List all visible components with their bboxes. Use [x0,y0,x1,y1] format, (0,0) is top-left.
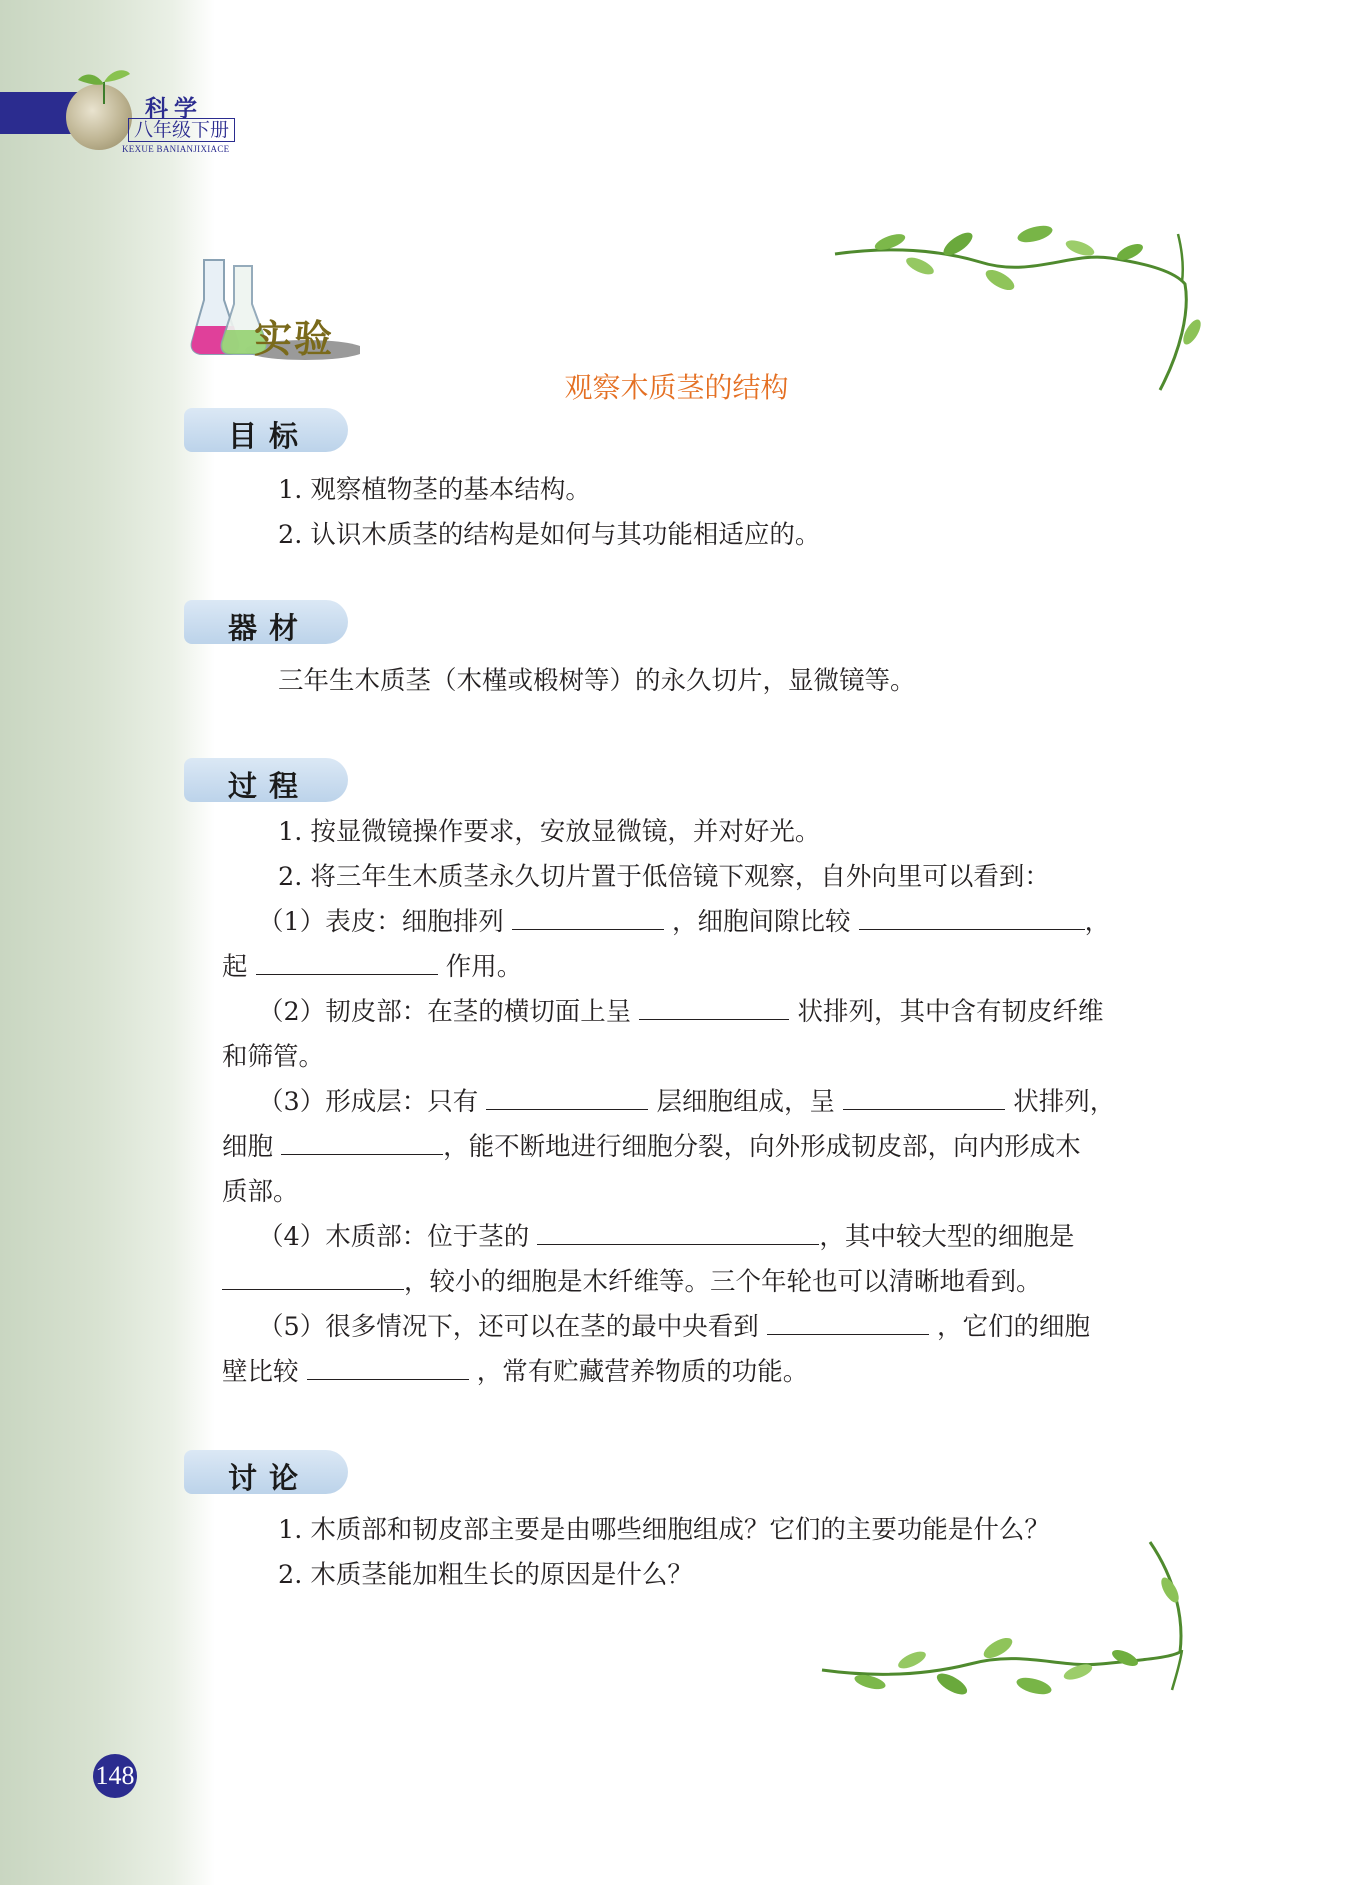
sub2-text-b: 状排列，其中含有韧皮纤维 [797,997,1104,1027]
header-subject: 科学 [145,96,203,122]
sub2-text-a: （2）韧皮部：在茎的横切面上呈 [258,997,632,1027]
discussion-item-2: 2. 木质茎能加粗生长的原因是什么？ [278,1560,693,1590]
fill-blank[interactable] [537,1216,819,1245]
page-number: 148 [93,1754,137,1798]
process-sub-4-line-2 [222,1260,1042,1305]
sub3-text-a: （3）形成层：只有 [258,1087,479,1117]
process-sub-5-line-2 [222,1350,808,1395]
header-pinyin: KEXUE BANIANJIXIACE [122,144,230,154]
process-sub-1-line-2 [222,945,522,990]
process-step-2: 2. 将三年生木质茎永久切片置于低倍镜下观察，自外向里可以看到： [278,862,1050,892]
page-title: 观察木质茎的结构 [564,371,789,404]
sub4-text-a: （4）木质部：位于茎的 [258,1222,530,1252]
sub3-text-d: 细胞 [222,1132,274,1162]
process-sub-3-line-2 [222,1125,1081,1170]
fill-blank[interactable] [859,901,1085,930]
sub1-text-b: ，细胞间隙比较 [671,907,851,937]
side-decorative-band [0,0,215,1885]
sub3-text-b: 层细胞组成，呈 [656,1087,835,1117]
sub5-text-a: （5）很多情况下，还可以在茎的最中央看到 [258,1312,759,1342]
bottom-vine-decoration-icon [820,1540,1200,1700]
discussion-item-1: 1. 木质部和韧皮部主要是由哪些细胞组成？它们的主要功能是什么？ [278,1515,1050,1545]
sub1-text-c: ， [1084,907,1111,937]
section-heading-discussion [184,1450,348,1494]
sub5-text-d: ，常有贮藏营养物质的功能。 [476,1357,809,1387]
process-sub-2-line-2: 和筛管。 [222,1042,325,1072]
fill-blank[interactable] [639,991,789,1020]
fill-blank[interactable] [307,1351,469,1380]
sub5-text-b: ，它们的细胞 [936,1312,1090,1342]
experiment-label: 实验 [254,317,335,361]
materials-text: 三年生木质茎（木槿或椴树等）的永久切片，显微镜等。 [278,666,916,696]
section-heading-label: 器材 [228,611,311,645]
sub4-text-b: ，其中较大型的细胞是 [819,1222,1075,1252]
process-step-1: 1. 按显微镜操作要求，安放显微镜，并对好光。 [278,817,821,847]
fill-blank[interactable] [843,1081,1005,1110]
sub1-text-a: （1）表皮：细胞排列 [258,907,504,937]
section-heading-process [184,758,348,802]
fill-blank[interactable] [512,901,664,930]
section-heading-label: 过程 [228,769,311,803]
sub4-text-c: ，较小的细胞是木纤维等。三个年轮也可以清晰地看到。 [404,1267,1042,1297]
sub1-text-d: 起 [222,952,248,982]
sub3-text-c: 状排列， [1013,1087,1116,1117]
header-grade: 八年级下册 [128,118,235,142]
section-heading-materials [184,600,348,644]
section-heading-label: 目标 [228,419,311,453]
fill-blank[interactable] [281,1126,443,1155]
sub1-text-e: 作用。 [445,952,523,982]
process-sub-1-line-1 [258,900,1110,945]
fill-blank[interactable] [767,1306,929,1335]
fill-blank[interactable] [486,1081,648,1110]
process-sub-4-line-1 [258,1215,1074,1260]
process-sub-5-line-1 [258,1305,1090,1350]
sub3-text-e: ，能不断地进行细胞分裂，向外形成韧皮部，向内形成木 [443,1132,1081,1162]
section-heading-label: 讨论 [228,1461,311,1495]
section-heading-goal [184,408,348,452]
process-sub-3-line-1 [258,1080,1115,1125]
process-sub-2-line-1 [258,990,1103,1035]
fill-blank[interactable] [222,1261,404,1290]
sprout-icon [74,64,134,104]
goal-item-1: 1. 观察植物茎的基本结构。 [278,475,591,505]
goal-item-2: 2. 认识木质茎的结构是如何与其功能相适应的。 [278,520,821,550]
fill-blank[interactable] [256,946,438,975]
process-sub-3-line-3: 质部。 [222,1177,299,1207]
sub5-text-c: 壁比较 [222,1357,299,1387]
